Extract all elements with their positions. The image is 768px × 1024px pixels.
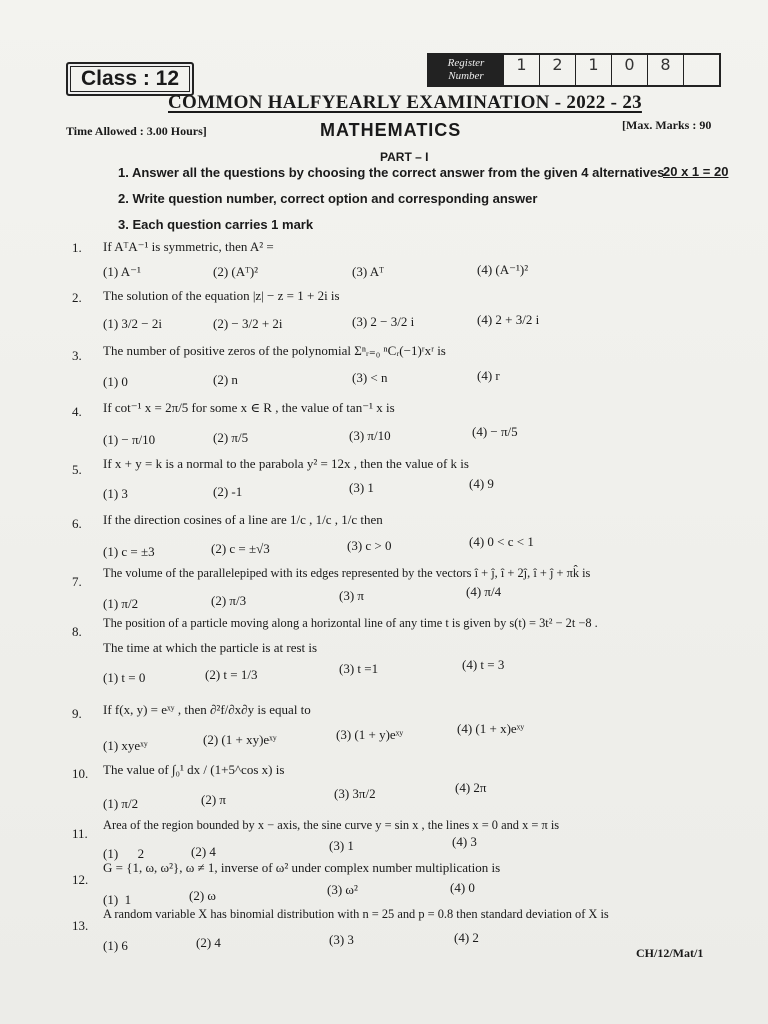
question-number: 13.	[72, 918, 89, 933]
question-number: 4.	[72, 404, 82, 419]
question-text: If f(x, y) = eˣʸ , then ∂²f/∂x∂y is equal to	[103, 702, 311, 717]
question-number: 6.	[72, 516, 82, 531]
question-text: The value of ∫₀¹ dx / (1+5^cos x) is	[103, 762, 285, 777]
time-allowed: Time Allowed : 3.00 Hours]	[66, 124, 207, 138]
register-digit: 0	[611, 55, 647, 85]
option: (4) 2	[454, 930, 479, 945]
question-number: 9.	[72, 706, 82, 721]
question-text: A random variable X has binomial distribution with n = 25 and p = 0.8 then standard deviation of X is	[103, 907, 609, 921]
question-number: 7.	[72, 574, 82, 589]
option: (3) 3	[329, 932, 354, 947]
option: (4) 2 + 3/2 i	[477, 312, 540, 327]
register-digit	[683, 55, 719, 85]
instruction: 2. Write question number, correct option and corresponding answer	[118, 191, 538, 206]
exam-title: COMMON HALFYEARLY EXAMINATION - 2022 - 23	[168, 92, 642, 113]
instruction: 1. Answer all the questions by choosing the correct answer from the given 4 alternatives	[118, 165, 665, 180]
option: (1) c = ±3	[103, 544, 155, 559]
option: (1) A⁻¹	[103, 264, 141, 279]
option: (3) 3π/2	[334, 786, 376, 801]
register-digit: 2	[539, 55, 575, 85]
option: (3) Aᵀ	[352, 264, 384, 279]
option: (3) ω²	[327, 882, 358, 897]
option: (4) 9	[469, 476, 494, 491]
option: (4) 3	[452, 834, 477, 849]
instruction: 3. Each question carries 1 mark	[118, 217, 314, 232]
option: (1) − π/10	[103, 432, 156, 447]
option: (4) t = 3	[462, 657, 505, 672]
option: (2) π/5	[213, 430, 249, 445]
option: (2) c = ±√3	[211, 541, 270, 556]
question-text: If x + y = k is a normal to the parabola y² = 12x , then the value of k is	[103, 456, 469, 471]
option: (3) < n	[352, 370, 388, 385]
option: (1) xyeˣʸ	[103, 738, 148, 753]
register-digit: 1	[575, 55, 611, 85]
option: (2) (Aᵀ)²	[213, 264, 259, 279]
option: (1) t = 0	[103, 670, 146, 685]
question-number: 3.	[72, 348, 82, 363]
question-number: 2.	[72, 290, 82, 305]
option: (1) 0	[103, 374, 128, 389]
question-number: 11.	[72, 826, 88, 841]
option: (1) 3/2 − 2i	[103, 316, 162, 331]
question-text: If AᵀA⁻¹ is symmetric, then A² =	[103, 239, 274, 254]
subject-title: MATHEMATICS	[320, 120, 462, 140]
class-label: Class : 12	[66, 62, 194, 96]
question-text: The number of positive zeros of the polynomial Σⁿᵣ₌₀ ⁿCᵣ(−1)ʳxʳ is	[103, 343, 446, 358]
option: (4) r	[477, 368, 500, 383]
option: (1) 2	[103, 846, 145, 861]
option: (2) 4	[191, 844, 216, 859]
question-number: 1.	[72, 240, 82, 255]
question-text: The position of a particle moving along a horizontal line of any time t is given by s(t) = 3t² − 2t −8 .	[103, 616, 598, 630]
option: (2) π/3	[211, 593, 247, 608]
option: (3) 1	[349, 480, 374, 495]
question-number: 12.	[72, 872, 89, 887]
max-marks: [Max. Marks : 90	[622, 118, 712, 132]
option: (4) (1 + x)eˣʸ	[457, 721, 525, 736]
marks-scheme: 20 x 1 = 20	[663, 164, 729, 179]
option: (2) − 3/2 + 2i	[213, 316, 283, 331]
option: (4) π/4	[466, 584, 502, 599]
page-code: CH/12/Mat/1	[636, 946, 704, 960]
option: (2) 4	[196, 935, 221, 950]
question-text: The solution of the equation |z| − z = 1 + 2i is	[103, 288, 340, 303]
option: (2) -1	[213, 484, 243, 499]
option: (3) c > 0	[347, 538, 392, 553]
option: (2) n	[213, 372, 238, 387]
option: (3) 2 − 3/2 i	[352, 314, 415, 329]
question-number: 10.	[72, 766, 89, 781]
question-text: Area of the region bounded by x − axis, the sine curve y = sin x , the lines x = 0 and x = π is	[103, 818, 560, 832]
option: (1) 6	[103, 938, 128, 953]
register-digit: 8	[647, 55, 683, 85]
question-number: 5.	[72, 462, 82, 477]
question-text-continued: The time at which the particle is at rest is	[103, 640, 318, 655]
question-text: G = {1, ω, ω²}, ω ≠ 1, inverse of ω² under complex number multiplication is	[103, 860, 501, 875]
option: (4) − π/5	[472, 424, 518, 439]
option: (4) 2π	[455, 780, 487, 795]
option: (2) t = 1/3	[205, 667, 258, 682]
option: (2) π	[201, 792, 226, 807]
option: (4) (A⁻¹)²	[477, 262, 529, 277]
question-text: If cot⁻¹ x = 2π/5 for some x ∈ R , the value of tan⁻¹ x is	[103, 400, 395, 415]
register-digit: 1	[503, 55, 539, 85]
option: (1) π/2	[103, 796, 139, 811]
option: (3) (1 + y)eˣʸ	[336, 727, 404, 742]
option: (1) 1	[103, 892, 132, 907]
register-label: Register Number	[429, 55, 503, 85]
question-text: The volume of the parallelepiped with its edges represented by the vectors î + ĵ, î + 2ĵ, î + ĵ + πk̂ is	[103, 566, 591, 580]
question-text: If the direction cosines of a line are 1/c , 1/c , 1/c then	[103, 512, 383, 527]
option: (4) 0	[450, 880, 475, 895]
option: (3) t =1	[339, 661, 379, 676]
part-heading: PART – I	[380, 150, 429, 164]
option: (3) π/10	[349, 428, 391, 443]
option: (2) (1 + xy)eˣʸ	[203, 732, 277, 747]
option: (3) π	[339, 588, 364, 603]
option: (1) π/2	[103, 596, 139, 611]
question-number: 8.	[72, 624, 82, 639]
option: (4) 0 < c < 1	[469, 534, 534, 549]
option: (2) ω	[189, 888, 216, 903]
option: (3) 1	[329, 838, 354, 853]
option: (1) 3	[103, 486, 128, 501]
register-number-box	[427, 53, 721, 87]
